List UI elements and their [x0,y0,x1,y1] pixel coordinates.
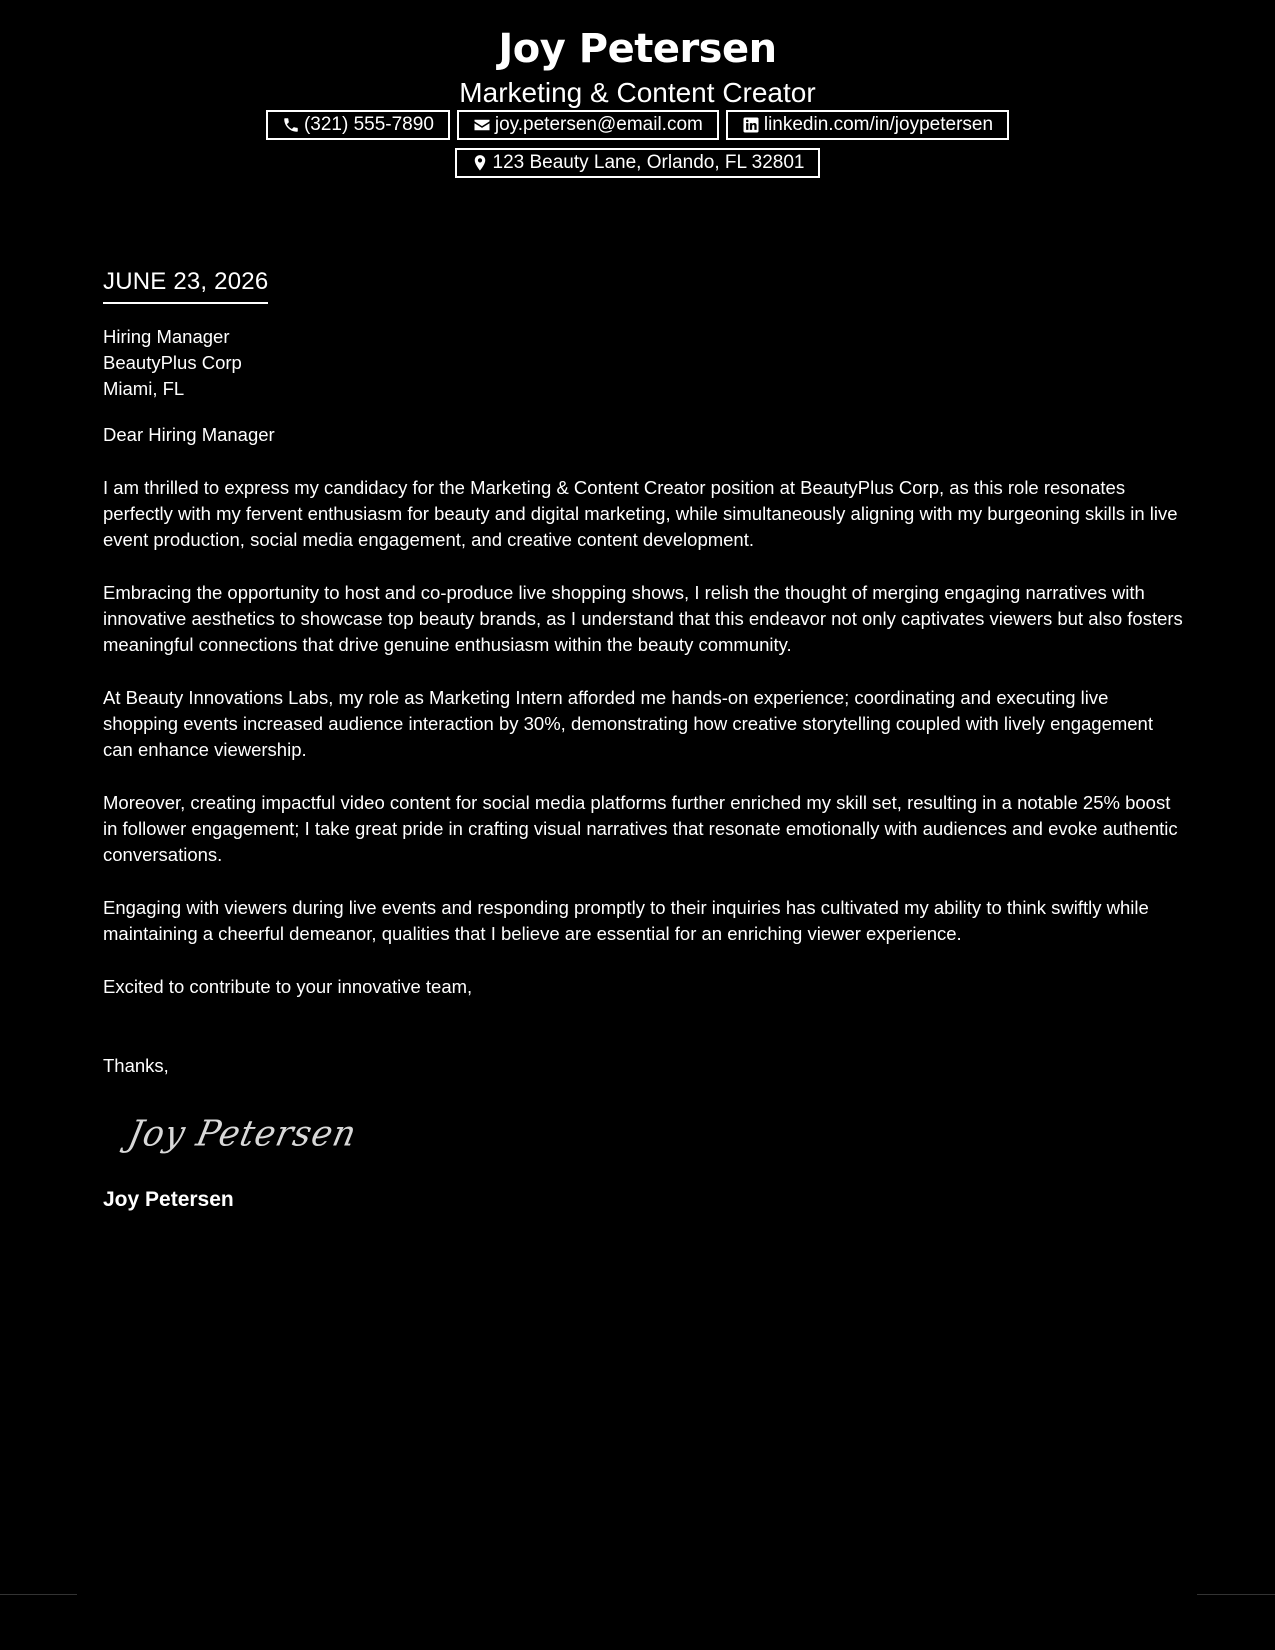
contact-phone[interactable] [266,110,450,140]
contact-linkedin[interactable] [726,110,1009,140]
footer-divider [0,1594,77,1595]
recipient-block [103,324,1183,402]
contact-row-address [0,148,1275,178]
linkedin-text: linkedin.com/in/joypetersen [763,114,994,135]
paragraph: Embracing the opportunity to host and co-produce live shopping shows, I relish the thought of merging engaging narratives with innovative aesthetics to showcase top beauty brands, as I understand that this endeavor not only captivates viewers but also fosters meaningful connections that drive genuine enthusiasm within the beauty community. [103,582,1183,655]
applicant-name: Joy Petersen [498,26,777,72]
contact-email[interactable] [457,110,719,140]
phone-icon [282,116,300,134]
envelope-icon [473,116,491,134]
handwritten-signature: Joy Petersen [124,1113,361,1155]
paragraph: Engaging with viewers during live events and responding promptly to their inquiries has cultivated my ability to think swiftly while maintaining a cheerful demeanor, qualities that I believe are essential for an enriching viewer experience. [103,897,1149,944]
greeting: Dear Hiring Manager [103,424,275,445]
linkedin-icon [742,116,760,134]
phone-text: (321) 555-7890 [303,114,434,135]
recipient-location: Miami, FL [103,378,185,399]
contact-address[interactable] [455,148,821,178]
email-text: joy.petersen@email.com [494,114,703,135]
contact-row [0,110,1275,140]
applicant-role: Marketing & Content Creator [459,77,816,108]
signer-name: Joy Petersen [103,1188,234,1211]
recipient-company: BeautyPlus Corp [103,352,242,373]
signoff: Thanks, [103,1055,169,1076]
paragraph: I am thrilled to express my candidacy for the Marketing & Content Creator position at BeautyPlus Corp, as this role resonates perfectly with my fervent enthusiasm for beauty and digital marketing, while simultaneously aligning with my burgeoning skills in live event production, social media engagement, and creative content development. [103,477,1178,550]
letter-body [103,266,1183,1213]
paragraph: Moreover, creating impactful video content for social media platforms further enriched my skill set, resulting in a notable 25% boost in follower engagement; I take great pride in crafting visual narratives that resonate emotionally with audiences and evoke authentic conversations. [103,792,1178,865]
closing-line: Excited to contribute to your innovative team, [103,976,473,997]
letter-date: JUNE 23, 2026 [103,266,268,304]
address-text: 123 Beauty Lane, Orlando, FL 32801 [492,152,805,173]
map-pin-icon [471,154,489,172]
footer-divider [1197,1594,1275,1595]
paragraph: At Beauty Innovations Labs, my role as Marketing Intern afforded me hands-on experience; coordinating and executing live shopping events increased audience interaction by 30%, demonstrating how creative storytelling coupled with lively engagement can enhance viewership. [103,687,1153,760]
recipient-title: Hiring Manager [103,326,230,347]
letter-header [0,20,1275,178]
